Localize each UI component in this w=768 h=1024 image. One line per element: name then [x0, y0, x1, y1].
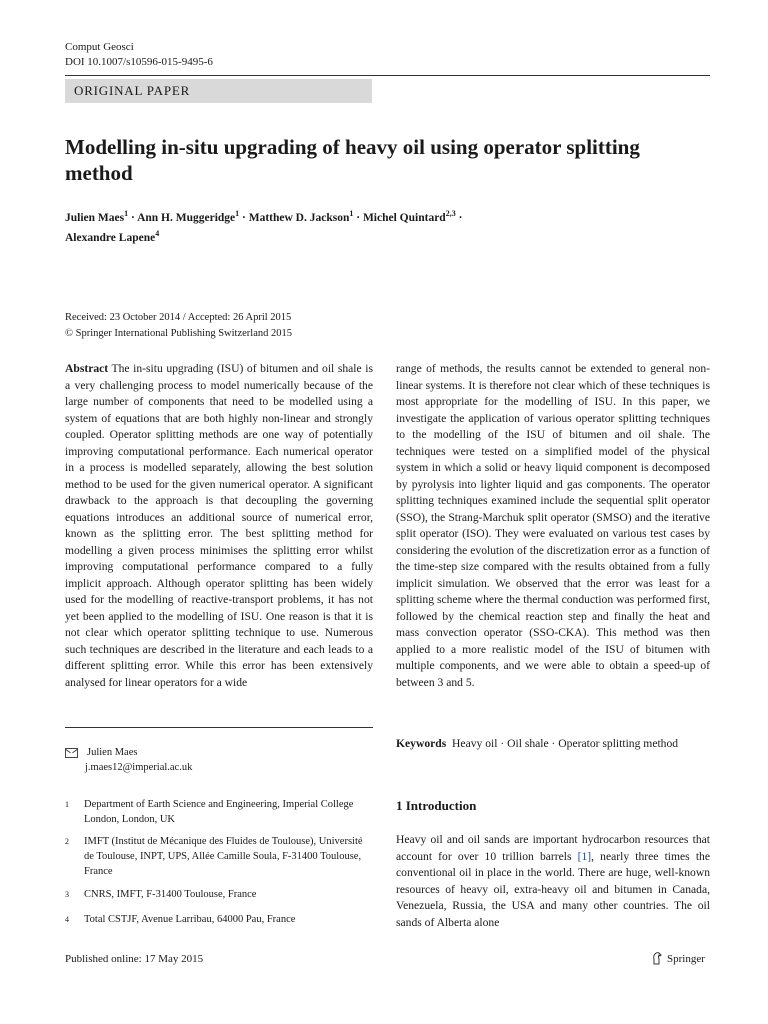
author-list: Julien Maes$^1$ · Ann H. Muggeridge$^1$ · Matthew D. Jackson$^1$ · Michel Quintard$^{2,3}$ · Alexandre Lapene$^4$	[65, 209, 463, 244]
copyright: © Springer International Publishing Switzerland 2015	[65, 328, 292, 339]
author[interactable]: Michel Quintard$^{2,3}$	[362, 209, 456, 224]
author[interactable]: Alexandre Lapene$^4$	[65, 228, 160, 244]
paper-title: Modelling in-situ upgrading of heavy oil using operator splitting method	[65, 135, 640, 185]
publication-dates	[65, 310, 292, 342]
doi[interactable]: DOI 10.1007/s10596-015-9495-6	[65, 56, 213, 68]
affiliation-4: 4 Total CSTJF, Avenue Larribau, 64000 Pau, France	[65, 914, 296, 925]
abstract-text-part1: The in-situ upgrading (ISU) of bitumen and oil shale is a very challenging process to model numerically because of the large number of components that need to be modelled using a system of equations that are both highly non-linear and strongly coupled. Operator splitting methods are one way of potentially improving computational performance. Each numerical operator in a process is modelled separately, allowing the best solution method to be used for the given numerical operator. A significant drawback to the approach is that decoupling the governing equations introduces an additional source of numerical error, known as the splitting error. The best splitting method for modelling a given process minimises the splitting error whilst improving computational performance compared to a fully implicit approach. Although operator splitting has been widely used for the modelling of reactive-transport problems, it has not yet been applied to the modelling of ISU. One reason is that it is not clear which operator splitting technique to use. Numerous such techniques are described in the literature and each leads to a different splitting error. While this error has been extensively analysed for linear operators for a wide	[65, 362, 373, 689]
keywords	[396, 736, 710, 752]
article-type-banner: ORIGINAL PAPER	[65, 79, 372, 103]
header-rule	[65, 75, 710, 76]
journal-header	[65, 40, 213, 70]
publisher-name: Springer	[667, 952, 705, 965]
affiliation-1: 1 Department of Earth Science and Engineering, Imperial College London, London, UK	[65, 799, 354, 825]
corresponding-author	[65, 745, 192, 775]
keywords-text: Heavy oil · Oil shale · Operator splitting method	[452, 737, 679, 750]
affiliation-2: 2 IMFT (Institut de Mécanique des Fluides de Toulouse), Université de Toulouse, INPT, UPS, Allée Camille Soula, F-31400 Toulouse, France	[65, 836, 363, 877]
author[interactable]: Ann H. Muggeridge$^1$	[137, 209, 240, 224]
abstract-right-column	[396, 361, 710, 691]
author[interactable]: Matthew D. Jackson$^1$	[248, 209, 354, 224]
publisher-logo	[651, 952, 705, 965]
footnote-rule	[65, 727, 373, 728]
journal-name: Comput Geosci	[65, 41, 134, 53]
affiliation-3: 3 CNRS, IMFT, F-31400 Toulouse, France	[65, 889, 257, 900]
contact-email[interactable]: j.maes12@imperial.ac.uk	[85, 762, 193, 773]
abstract-left-column	[65, 361, 373, 691]
abstract-label: Abstract	[65, 362, 109, 375]
contact-name: Julien Maes	[87, 747, 138, 758]
received-accepted: Received: 23 October 2014 / Accepted: 26 April 2015	[65, 312, 292, 323]
author[interactable]: Julien Maes$^1$	[65, 209, 129, 224]
abstract-text-part2: range of methods, the results cannot be extended to general non-linear systems. It is therefore not clear which of these techniques is most appropriate for the modelling of ISU. In this paper, we investigate the application of various operator splitting techniques to the modelling of the ISU of bitumen and oil shale. The techniques were tested on a simplified model of the physical system in which a solid or heavy liquid component is decomposed by pyrolysis into lighter liquid and gas components. The operator splitting techniques examined include the sequential split operator (SSO), the Strang-Marchuk split operator (SMSO) and the iterative split operator (ISO). They were evaluated on various test cases by considering the evolution of the discretization error as a function of the time-step size compared with the results obtained from a fully implicit simulation. We observed that the error was least for a splitting scheme where the thermal conduction was performed first, followed by the chemical reaction step and finally the heat and mass convection operator (SSO-CKA). This method was then applied to a more realistic model of the ISU of bitumen with multiple components, and we were able to obtain a speed-up of between 3 and 5.	[396, 362, 710, 689]
section-heading-introduction: 1 Introduction	[396, 798, 477, 813]
envelope-icon	[65, 748, 78, 758]
keywords-label: Keywords	[396, 737, 447, 750]
published-online: Published online: 17 May 2015	[65, 953, 204, 965]
springer-horse-icon	[651, 952, 663, 965]
introduction-text: Heavy oil and oil sands are important hydrocarbon resources that account for over 10 trillion barrels [1], nearly three times the conventional oil in place in the world. There are huge, well-known resources of heavy oil, extra-heavy oil and bitumen in Canada, Venezuela, Russia, the USA and many other countries. The oil sands of Alberta alone	[396, 833, 710, 929]
citation-link[interactable]: [1]	[577, 849, 592, 863]
